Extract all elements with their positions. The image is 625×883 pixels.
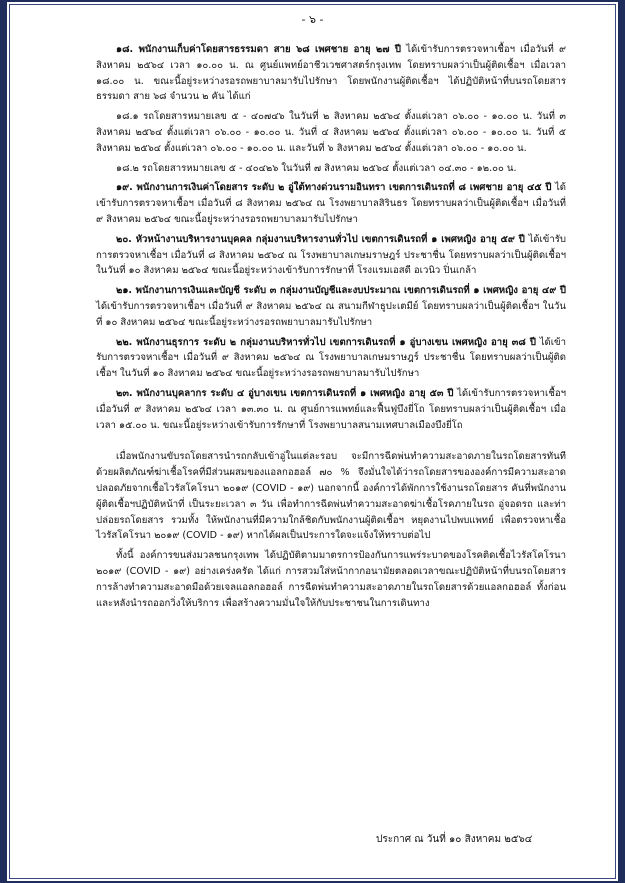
item-23-heading: ๒๓. พนักงานบุคลากร ระดับ ๔ อู่บางเขน เขตการเดินรถที่ ๑ เพศหญิง อายุ ๕๓ ปี xyxy=(116,387,454,399)
item-21-heading: ๒๑. พนักงานการเงินและบัญชี ระดับ ๓ กลุ่มงานบัญชีและงบประมาณ เขตการเดินรถที่ ๑ เพศหญิง อายุ ๔๙ ปี xyxy=(116,285,566,297)
sub-item-18-2: ๑๘.๒ รถโดยสารหมายเลข ๕ - ๔๐๔๒๖ ในวันที่ ๗ สิงหาคม ๒๕๖๔ ตั้งแต่เวลา ๐๔.๓๐ - ๑๒.๐๐ น. xyxy=(116,162,517,174)
document-body xyxy=(96,42,566,615)
item-19-text: ได้เข้ารับการตรวจหาเชื้อฯ เมื่อวันที่ ๘ สิงหาคม ๒๕๖๔ ณ โรงพยาบาลสิรินธร โดยทราบผลว่าเป็นผู้ติดเชื้อฯ เมื่อวันที่ ๙ สิงหาคม ๒๕๖๔ ขณะนี้อยู่ระหว่างรอรถพยาบาลมารับไปรักษา xyxy=(96,182,566,225)
item-22 xyxy=(96,335,566,382)
announcement-date: ประกาศ ณ วันที่ ๑๐ สิงหาคม ๒๕๖๔ xyxy=(376,834,533,845)
item-21-text: ได้เข้ารับการตรวจหาเชื้อฯ เมื่อวันที่ ๙ สิงหาคม ๒๕๖๔ ณ สนามกีฬาธูปะเตมีย์ โดยทราบผลว่าเป็นผู้ติดเชื้อฯ ในวันที่ ๑๐ สิงหาคม ๒๕๖๔ ขณะนี้อยู่ระหว่างรอรถพยาบาลมารับไปรักษา xyxy=(96,300,566,328)
item-20 xyxy=(96,232,566,279)
item-18-text: ได้เข้ารับการตรวจหาเชื้อฯ เมื่อวันที่ ๙ สิงหาคม ๒๕๖๔ เวลา ๑๐.๐๐ น. ณ ศูนย์แพทย์อาชีวเวชศาสตร์กรุงเทพ โดยทราบผลว่าเป็นผู้ติดเชื้อฯ เมื่อเวลา ๑๘.๐๐ น. ขณะนี้อยู่ระหว่างรอรถพยาบาลมารับไปรักษา โดยพนักงานผู้ติดเชื้อฯ ได้ปฏิบัติหน้าที่บนรถโดยสารธรรมดา สาย ๖๘ จำนวน ๒ คัน ได้แก่ xyxy=(96,44,566,103)
page-number: - ๖ - xyxy=(301,13,324,26)
item-21 xyxy=(96,283,566,330)
item-22-text: ได้เข้ารับการตรวจหาเชื้อฯ เมื่อวันที่ ๙ สิงหาคม ๒๕๖๔ ณ โรงพยาบาลเกษมราษฎร์ ประชาชื่น โดยทราบผลว่าเป็นผู้ติดเชื้อฯ ในวันที่ ๑๐ สิงหาคม ๒๕๖๔ ขณะนี้อยู่ระหว่างรอรถพยาบาลมารับไปรักษา xyxy=(96,336,566,380)
sub-item-18-1: ๑๘.๑ รถโดยสารหมายเลข ๕ - ๔๐๗๔๖ ในวันที่ ๒ สิงหาคม ๒๕๖๔ ตั้งแต่เวลา ๐๖.๐๐ - ๑๐.๐๐ น. วันที่ ๓ สิงหาคม ๒๕๖๔ ตั้งแต่เวลา ๐๖.๐๐ - ๑๐.๐๐ น. วันที่ ๔ สิงหาคม ๒๕๖๔ ตั้งแต่เวลา ๐๖.๐๐ - ๑๐.๐๐ น. วันที่ ๕ สิงหาคม ๒๕๖๔ ตั้งแต่เวลา ๐๖.๐๐ - ๑๐.๐๐ น. และวันที่ ๖ สิงหาคม ๒๕๖๔ ตั้งแต่เวลา ๐๖.๐๐ - ๑๐.๐๐ น. xyxy=(96,111,566,154)
item-20-heading: ๒๐. หัวหน้างานบริหารงานบุคคล กลุ่มงานบริหารงานทั่วไป เขตการเดินรถที่ ๑ เพศหญิง อายุ ๕๙ ปี xyxy=(116,233,525,245)
item-23-text: ได้เข้ารับการตรวจหาเชื้อฯ เมื่อวันที่ ๙ สิงหาคม ๒๕๖๔ เวลา ๑๓.๓๐ น. ณ ศูนย์การแพทย์และฟื้นฟูบึงยี่โถ โดยทราบผลว่าเป็นผู้ติดเชื้อฯ เมื่อเวลา ๑๕.๐๐ น. ขณะนี้อยู่ระหว่างเข้ารับการรักษาที่ โรงพยาบาลสนามเทศบาลเมืองบึงยี่โถ xyxy=(96,387,566,431)
measures-paragraph: ทั้งนี้ องค์การขนส่งมวลชนกรุงเทพ ได้ปฏิบัติตามมาตรการป้องกันการแพร่ระบาดของโรคติดเชื้อไวรัสโคโรนา ๒๐๑๙ (COVID - ๑๙) อย่างเคร่งครัด ได้แก่ การสวมใส่หน้ากากอนามัยตลอดเวลาขณะปฏิบัติหน้าที่บนรถโดยสาร การล้างทำความสะอาดมือด้วยเจลแอลกอฮอล์ การฉีดพ่นทำความสะอาดภายในรถโดยสารด้วยแอลกอฮอล์ ทั้งก่อนและหลังนำรถออกวิ่งให้บริการ เพื่อสร้างความมั่นใจให้กับประชาชนในการเดินทาง xyxy=(96,550,566,609)
cleaning-paragraph: เมื่อพนักงานขับรถโดยสารนำรถกลับเข้าอู่ในแต่ละรอบ จะมีการฉีดพ่นทำความสะอาดภายในรถโดยสารทันทีด้วยผลิตภัณฑ์ฆ่าเชื้อโรคที่มีส่วนผสมของแอลกอฮอล์ ๗๐ % จึงมั่นใจได้ว่ารถโดยสารขององค์การมีความสะอาด ปลอดภัยจากเชื้อไวรัสโคโรนา ๒๐๑๙ (COVID - ๑๙) นอกจากนี้ องค์การได้พักการใช้งานรถโดยสาร คันที่พนักงานผู้ติดเชื้อฯปฏิบัติหน้าที่ เป็นระยะเวลา ๓ วัน เพื่อทำการฉีดพ่นทำความสะอาดฆ่าเชื้อโรคภายในรถ อู่จอดรถ และท่าปล่อยรถโดยสาร รวมทั้ง ให้พนักงานที่มีความใกล้ชิดกับพนักงานผู้ติดเชื้อฯ หยุดงานไปพบแพทย์ เพื่อตรวจหาเชื้อไวรัสโคโรนา ๒๐๑๙ (COVID - ๑๙) หากได้ผลเป็นประการใดจะแจ้งให้ทราบต่อไป xyxy=(96,451,566,542)
item-23 xyxy=(96,386,566,433)
item-18-heading: ๑๘. พนักงานเก็บค่าโดยสารธรรมดา สาย ๖๘ เพศชาย อายุ ๒๗ ปี xyxy=(116,44,401,55)
item-19 xyxy=(96,180,566,227)
item-18 xyxy=(96,42,566,105)
item-19-heading: ๑๙. พนักงานการเงินค่าโดยสาร ระดับ ๒ อู่ใต้ทางด่วนรามอินทรา เขตการเดินรถที่ ๘ เพศชาย อายุ ๔๕ ปี xyxy=(116,182,552,194)
item-22-heading: ๒๒. พนักงานธุรการ ระดับ ๒ กลุ่มงานบริหารทั่วไป เขตการเดินรถที่ ๑ อู่บางเขน เพศหญิง อายุ ๓๘ ปี xyxy=(116,336,536,348)
item-20-text: ได้เข้ารับการตรวจหาเชื้อฯ เมื่อวันที่ ๘ สิงหาคม ๒๕๖๔ ณ โรงพยาบาลเกษมราษฎร์ ประชาชื่น โดยทราบผลว่าเป็นผู้ติดเชื้อฯ ในวันที่ ๑๐ สิงหาคม ๒๕๖๔ ขณะนี้อยู่ระหว่างเข้ารับการรักษาที่ โรงแรมเอสดี อเวนิว ปิ่นเกล้า xyxy=(96,233,566,277)
